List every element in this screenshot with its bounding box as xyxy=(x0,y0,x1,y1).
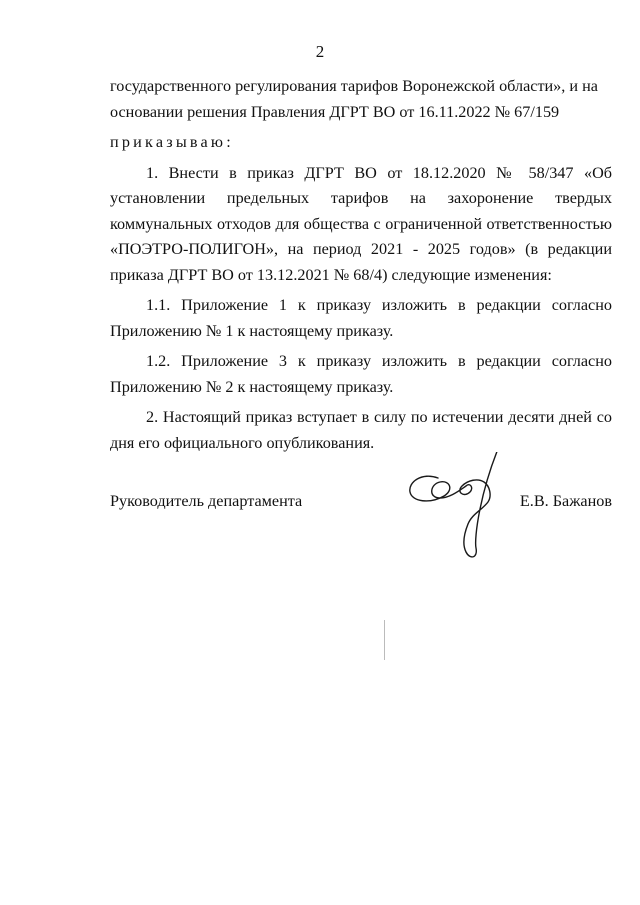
page-number: 2 xyxy=(315,42,325,61)
document-body xyxy=(110,74,612,456)
paragraph-intro-line-1: государственного регулирования тарифов Воронежской области», и на xyxy=(110,77,598,95)
signer-name: Е.В. Бажанов xyxy=(519,492,612,510)
paragraph-1-2: 1.2. Приложение 3 к приказу изложить в редакции согласно Приложению № 2 к настоящему приказу. xyxy=(110,352,612,396)
decree-word: приказываю: xyxy=(110,133,234,151)
signer-position: Руководитель департамента xyxy=(110,492,303,510)
signature-block xyxy=(110,490,612,580)
paragraph-2: 2. Настоящий приказ вступает в силу по истечении десяти дней со дня его официального опубликования. xyxy=(110,408,612,452)
paragraph-1-1: 1.1. Приложение 1 к приказу изложить в редакции согласно Приложению № 1 к настоящему приказу. xyxy=(110,296,612,340)
paragraph-1: 1. Внести в приказ ДГРТ ВО от 18.12.2020 № 58/347 «Об установлении предельных тарифов на захоронение твердых коммунальных отходов для общества с ограниченной ответственностью «ПОЭТРО-ПОЛИГОН», на период 2021 - 2025 годов» (в редакции приказа ДГРТ ВО от 13.12.2021 № 68/4) следующие изменения: xyxy=(110,163,612,284)
paragraph-intro-line-2: основании решения Правления ДГРТ ВО от 16.11.2022 № 67/159 xyxy=(110,102,560,121)
scan-artifact-line xyxy=(384,620,385,660)
handwritten-signature xyxy=(400,452,530,572)
